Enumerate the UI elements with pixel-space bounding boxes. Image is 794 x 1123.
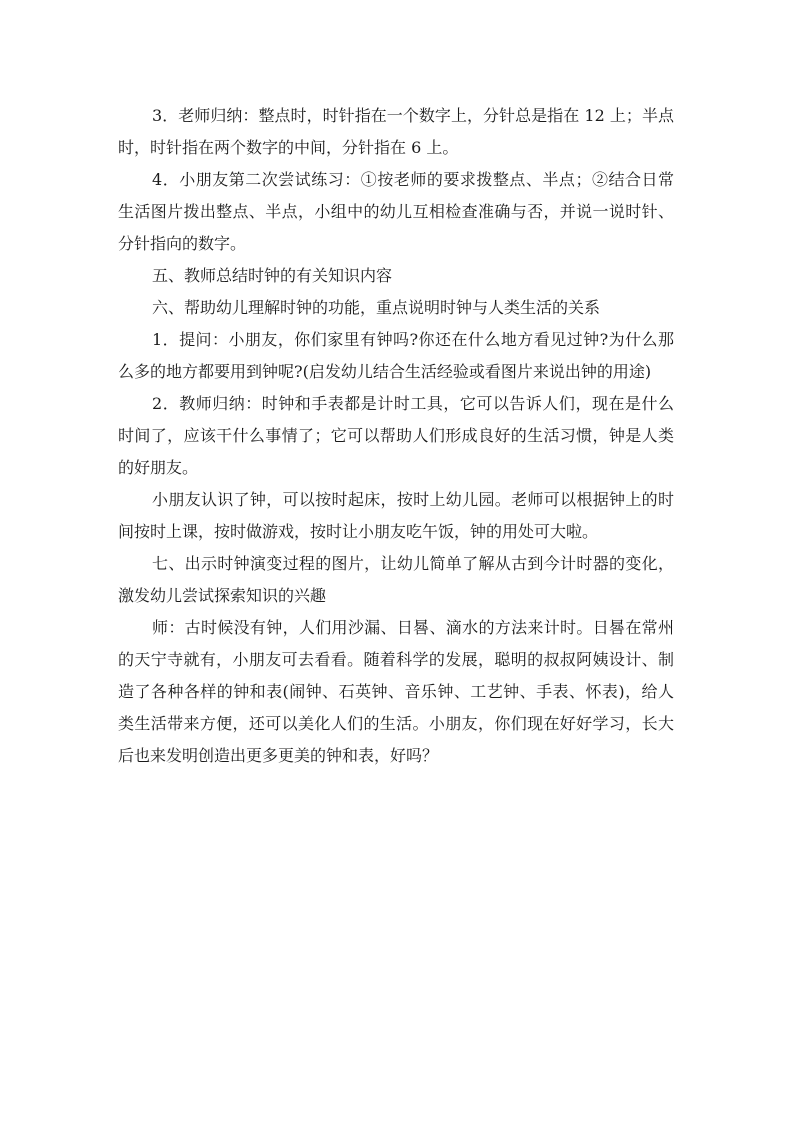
section-heading-seven: 七、出示时钟演变过程的图片，让幼儿简单了解从古到今计时器的变化，激发幼儿尝试探索知识的兴趣 xyxy=(118,554,674,605)
paragraph-history: 师：古时候没有钟，人们用沙漏、日晷、滴水的方法来计时。日晷在常州的天宁寺就有，小朋友可去看看。随着科学的发展，聪明的叔叔阿姨设计、制造了各种各样的钟和表(闹钟、石英钟、音乐钟、工艺钟、手表、怀表)，给人类生活带来方便，还可以美化人们的生活。小朋友，你们现在好好学习，长大后也来发明创造出更多更美的钟和表，好吗？ xyxy=(118,618,674,765)
section-heading-six: 六、帮助幼儿理解时钟的功能，重点说明时钟与人类生活的关系 xyxy=(152,298,601,317)
paragraph-teacher-summary-hours: 3．老师归纳：整点时，时针指在一个数字上，分针总是指在 12 上；半点时，时针指在两个数字的中间，分针指在 6 上。 xyxy=(118,106,674,157)
document-body xyxy=(118,100,674,772)
paragraph-second-practice: 4．小朋友第二次尝试练习：①按老师的要求拨整点、半点；②结合日常生活图片拨出整点、半点，小组中的幼儿互相检查准确与否，并说一说时针、分针指向的数字。 xyxy=(118,170,674,253)
paragraph-clock-uses: 小朋友认识了钟，可以按时起床，按时上幼儿园。老师可以根据钟上的时间按时上课，按时做游戏，按时让小朋友吃午饭，钟的用处可大啦。 xyxy=(118,490,674,541)
paragraph-teacher-summary-tools: 2．教师归纳：时钟和手表都是计时工具，它可以告诉人们，现在是什么时间了，应该干什么事情了；它可以帮助人们形成良好的生活习惯，钟是人类的好朋友。 xyxy=(118,394,674,477)
paragraph-question: 1．提问：小朋友，你们家里有钟吗?你还在什么地方看见过钟?为什么那么多的地方都要用到钟呢?(启发幼儿结合生活经验或看图片来说出钟的用途) xyxy=(118,330,674,381)
section-heading-five: 五、教师总结时钟的有关知识内容 xyxy=(152,266,393,285)
